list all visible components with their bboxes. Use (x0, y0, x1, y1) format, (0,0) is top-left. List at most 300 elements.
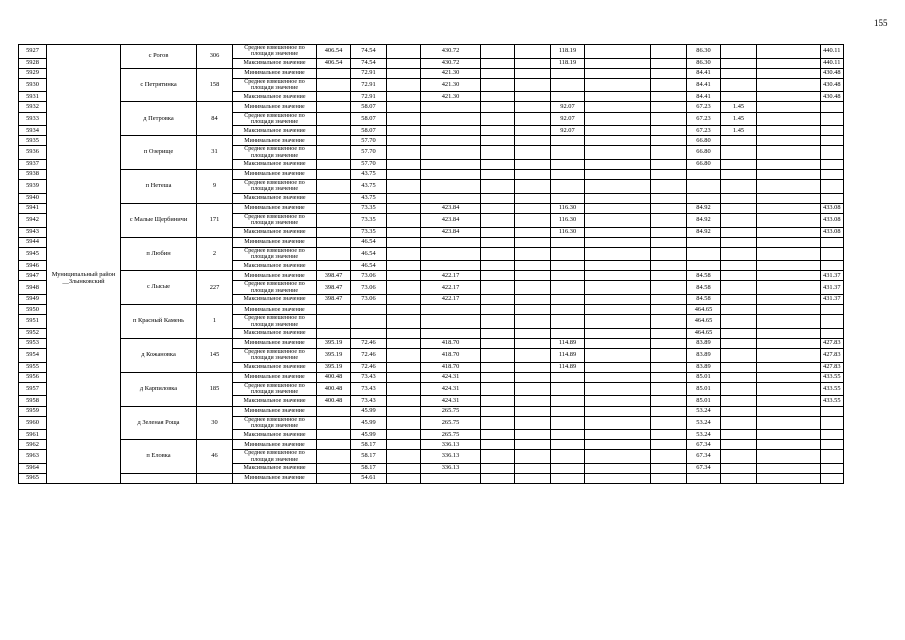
value-type: Минимальное значение (233, 474, 317, 484)
value-cell (651, 315, 687, 329)
value-cell (551, 281, 585, 295)
row-id: 5930 (19, 78, 47, 92)
value-cell (757, 136, 821, 146)
value-cell (551, 237, 585, 247)
value-cell (585, 430, 651, 440)
value-cell (421, 159, 481, 169)
value-cell (481, 58, 515, 68)
value-cell (757, 281, 821, 295)
value-cell (757, 237, 821, 247)
value-cell (585, 328, 651, 338)
value-cell (757, 159, 821, 169)
value-cell (317, 180, 351, 194)
value-cell (387, 170, 421, 180)
value-cell: 73.43 (351, 382, 387, 396)
value-cell: 58.07 (351, 126, 387, 136)
value-cell (651, 281, 687, 295)
value-cell (317, 328, 351, 338)
table-row (19, 338, 844, 348)
value-type: Минимальное значение (233, 338, 317, 348)
village-name: п Озерище (121, 136, 197, 170)
value-cell (481, 440, 515, 450)
value-cell (317, 406, 351, 416)
value-cell: 430.72 (421, 58, 481, 68)
row-id: 5953 (19, 338, 47, 348)
value-cell (515, 126, 551, 136)
value-cell (317, 170, 351, 180)
value-cell: 440.11 (821, 58, 844, 68)
row-id: 5935 (19, 136, 47, 146)
value-type: Максимальное значение (233, 227, 317, 237)
value-type: Минимальное значение (233, 372, 317, 382)
value-cell: 67.34 (687, 440, 721, 450)
value-cell: 424.31 (421, 372, 481, 382)
value-cell (421, 170, 481, 180)
value-cell (757, 440, 821, 450)
value-type: Среднее взвешенное по площади значение (233, 349, 317, 363)
value-type: Минимальное значение (233, 102, 317, 112)
value-cell (585, 382, 651, 396)
value-cell (515, 78, 551, 92)
value-cell: 74.54 (351, 45, 387, 59)
value-cell (481, 295, 515, 305)
value-cell: 46.54 (351, 237, 387, 247)
value-type: Максимальное значение (233, 362, 317, 372)
value-cell (757, 213, 821, 227)
village-name: с Малые Щербиничи (121, 203, 197, 237)
value-cell (721, 474, 757, 484)
value-cell (721, 203, 757, 213)
value-type: Среднее взвешенное по площади значение (233, 382, 317, 396)
value-cell (757, 416, 821, 430)
value-cell (721, 338, 757, 348)
row-id: 5961 (19, 430, 47, 440)
value-cell: 84.41 (687, 78, 721, 92)
value-cell (421, 112, 481, 126)
value-cell (721, 146, 757, 160)
value-cell: 83.89 (687, 362, 721, 372)
value-cell (481, 305, 515, 315)
value-cell (585, 58, 651, 68)
value-cell (515, 295, 551, 305)
value-cell (651, 430, 687, 440)
value-cell: 67.23 (687, 112, 721, 126)
value-cell (687, 193, 721, 203)
row-id: 5956 (19, 372, 47, 382)
value-cell: 43.75 (351, 193, 387, 203)
value-cell: 336.13 (421, 440, 481, 450)
value-type: Максимальное значение (233, 159, 317, 169)
village-name (121, 474, 197, 484)
value-cell (317, 237, 351, 247)
value-cell: 85.01 (687, 396, 721, 406)
row-id: 5946 (19, 261, 47, 271)
value-cell (481, 382, 515, 396)
value-cell (551, 159, 585, 169)
value-cell (515, 338, 551, 348)
value-cell (515, 305, 551, 315)
value-cell (515, 450, 551, 464)
value-cell (585, 213, 651, 227)
value-cell (317, 227, 351, 237)
value-type: Максимальное значение (233, 126, 317, 136)
value-cell (387, 136, 421, 146)
value-cell: 114.89 (551, 362, 585, 372)
value-type: Среднее взвешенное по площади значение (233, 247, 317, 261)
value-cell (821, 450, 844, 464)
value-cell (757, 396, 821, 406)
value-cell (317, 450, 351, 464)
value-cell: 57.70 (351, 136, 387, 146)
value-cell: 84.92 (687, 213, 721, 227)
table-row (19, 203, 844, 213)
value-cell: 84.58 (687, 281, 721, 295)
value-cell (651, 247, 687, 261)
value-cell: 421.30 (421, 68, 481, 78)
value-type: Максимальное значение (233, 396, 317, 406)
value-cell: 433.55 (821, 396, 844, 406)
table-row (19, 102, 844, 112)
value-cell: 336.13 (421, 450, 481, 464)
value-cell (757, 203, 821, 213)
value-cell: 395.19 (317, 362, 351, 372)
value-type: Среднее взвешенное по площади значение (233, 45, 317, 59)
value-cell: 43.75 (351, 180, 387, 194)
value-cell (481, 247, 515, 261)
village-name: п Красный Камень (121, 305, 197, 339)
value-cell: 66.80 (687, 136, 721, 146)
value-cell (757, 315, 821, 329)
value-cell: 422.17 (421, 271, 481, 281)
value-cell: 73.35 (351, 203, 387, 213)
value-cell (585, 193, 651, 203)
value-cell: 84.41 (687, 92, 721, 102)
value-cell (551, 430, 585, 440)
village-name: д Кожановка (121, 338, 197, 372)
value-cell (821, 126, 844, 136)
value-cell (421, 328, 481, 338)
value-cell (821, 170, 844, 180)
value-cell (387, 146, 421, 160)
value-cell (651, 396, 687, 406)
value-cell: 53.24 (687, 406, 721, 416)
value-cell: 400.48 (317, 396, 351, 406)
value-cell (721, 328, 757, 338)
value-cell: 431.37 (821, 295, 844, 305)
value-cell (585, 112, 651, 126)
value-cell (721, 305, 757, 315)
value-cell (585, 362, 651, 372)
value-cell (651, 295, 687, 305)
value-type: Среднее взвешенное по площади значение (233, 416, 317, 430)
value-cell: 45.99 (351, 430, 387, 440)
value-cell (585, 68, 651, 78)
value-cell (515, 440, 551, 450)
value-cell: 431.37 (821, 281, 844, 295)
row-id: 5944 (19, 237, 47, 247)
value-cell: 118.19 (551, 58, 585, 68)
value-cell (317, 203, 351, 213)
value-cell (721, 362, 757, 372)
value-cell (821, 261, 844, 271)
value-cell (651, 193, 687, 203)
row-id: 5948 (19, 281, 47, 295)
value-cell: 433.08 (821, 213, 844, 227)
village-count: 158 (197, 68, 233, 102)
value-cell (551, 170, 585, 180)
value-cell: 1.45 (721, 112, 757, 126)
row-id: 5945 (19, 247, 47, 261)
row-id: 5942 (19, 213, 47, 227)
value-cell (317, 68, 351, 78)
village-count (197, 474, 233, 484)
value-cell (721, 430, 757, 440)
value-cell (821, 406, 844, 416)
value-cell (481, 338, 515, 348)
value-cell (551, 193, 585, 203)
value-cell (585, 450, 651, 464)
value-cell: 430.48 (821, 68, 844, 78)
row-id: 5957 (19, 382, 47, 396)
value-cell: 265.75 (421, 406, 481, 416)
value-cell (687, 474, 721, 484)
value-cell (585, 237, 651, 247)
value-cell (821, 440, 844, 450)
value-cell (757, 170, 821, 180)
value-cell (757, 271, 821, 281)
value-cell (387, 440, 421, 450)
value-cell (387, 159, 421, 169)
value-cell (585, 170, 651, 180)
value-cell (585, 305, 651, 315)
row-id: 5951 (19, 315, 47, 329)
value-cell: 92.07 (551, 126, 585, 136)
value-cell: 45.99 (351, 406, 387, 416)
value-cell (687, 170, 721, 180)
value-cell (551, 382, 585, 396)
value-cell (515, 349, 551, 363)
value-cell (551, 92, 585, 102)
value-cell (515, 315, 551, 329)
value-cell (515, 180, 551, 194)
value-cell (551, 295, 585, 305)
value-cell (317, 474, 351, 484)
value-cell (757, 463, 821, 473)
value-cell (721, 58, 757, 68)
value-cell (551, 474, 585, 484)
row-id: 5963 (19, 450, 47, 464)
value-cell (387, 112, 421, 126)
value-cell (481, 237, 515, 247)
value-cell (387, 237, 421, 247)
value-cell (317, 146, 351, 160)
table-row (19, 68, 844, 78)
value-cell (651, 45, 687, 59)
row-id: 5943 (19, 227, 47, 237)
value-cell (481, 463, 515, 473)
value-cell (515, 372, 551, 382)
value-cell (585, 180, 651, 194)
value-cell (721, 416, 757, 430)
value-cell: 422.17 (421, 281, 481, 295)
value-cell (481, 45, 515, 59)
village-name: д Петровка (121, 102, 197, 136)
value-cell (481, 227, 515, 237)
row-id: 5932 (19, 102, 47, 112)
value-type: Максимальное значение (233, 261, 317, 271)
value-cell (721, 261, 757, 271)
value-cell (651, 102, 687, 112)
value-cell (481, 68, 515, 78)
value-cell (515, 430, 551, 440)
value-cell (721, 463, 757, 473)
value-cell (387, 450, 421, 464)
value-cell (317, 102, 351, 112)
value-cell (387, 261, 421, 271)
village-name: с Лысые (121, 271, 197, 305)
value-cell (515, 193, 551, 203)
value-cell (387, 305, 421, 315)
value-cell (585, 247, 651, 261)
value-cell (481, 328, 515, 338)
row-id: 5959 (19, 406, 47, 416)
value-type: Среднее взвешенное по площади значение (233, 180, 317, 194)
row-id: 5937 (19, 159, 47, 169)
value-cell (551, 440, 585, 450)
village-count: 31 (197, 136, 233, 170)
value-cell (651, 170, 687, 180)
row-id: 5952 (19, 328, 47, 338)
value-cell (515, 159, 551, 169)
value-cell: 53.24 (687, 416, 721, 430)
value-cell (351, 315, 387, 329)
village-count: 306 (197, 45, 233, 69)
value-type: Минимальное значение (233, 305, 317, 315)
value-cell: 67.23 (687, 102, 721, 112)
row-id: 5960 (19, 416, 47, 430)
value-cell (721, 372, 757, 382)
village-count: 1 (197, 305, 233, 339)
value-cell: 418.70 (421, 349, 481, 363)
value-cell (481, 372, 515, 382)
value-cell: 54.61 (351, 474, 387, 484)
value-cell (551, 146, 585, 160)
value-cell: 72.46 (351, 338, 387, 348)
table-row (19, 474, 844, 484)
row-id: 5950 (19, 305, 47, 315)
value-cell (515, 474, 551, 484)
row-id: 5941 (19, 203, 47, 213)
value-cell (551, 247, 585, 261)
value-cell: 46.54 (351, 261, 387, 271)
value-cell (757, 430, 821, 440)
value-cell (387, 474, 421, 484)
value-cell (757, 146, 821, 160)
value-cell (821, 305, 844, 315)
value-cell (421, 315, 481, 329)
value-cell: 114.89 (551, 349, 585, 363)
value-type: Среднее взвешенное по площади значение (233, 213, 317, 227)
value-cell (387, 338, 421, 348)
value-cell: 424.31 (421, 396, 481, 406)
value-cell (515, 463, 551, 473)
value-type: Минимальное значение (233, 170, 317, 180)
value-cell: 464.65 (687, 315, 721, 329)
row-id: 5962 (19, 440, 47, 450)
value-cell (551, 396, 585, 406)
value-cell: 58.17 (351, 450, 387, 464)
value-cell: 72.46 (351, 349, 387, 363)
value-cell (757, 328, 821, 338)
value-cell (387, 68, 421, 78)
value-cell: 398.47 (317, 281, 351, 295)
value-type: Максимальное значение (233, 463, 317, 473)
value-cell: 45.99 (351, 416, 387, 430)
value-cell (317, 136, 351, 146)
value-cell (721, 382, 757, 396)
value-cell (651, 136, 687, 146)
table-row (19, 440, 844, 450)
page-number: 155 (874, 18, 888, 28)
value-cell (515, 396, 551, 406)
value-cell (651, 416, 687, 430)
value-cell (757, 372, 821, 382)
value-type: Среднее взвешенное по площади значение (233, 315, 317, 329)
value-cell (585, 474, 651, 484)
value-cell (481, 396, 515, 406)
value-cell (387, 382, 421, 396)
village-name: п Любин (121, 237, 197, 271)
row-id: 5928 (19, 58, 47, 68)
value-cell (757, 112, 821, 126)
value-cell (651, 180, 687, 194)
row-id: 5940 (19, 193, 47, 203)
value-cell (515, 261, 551, 271)
value-cell (687, 247, 721, 261)
row-id: 5955 (19, 362, 47, 372)
value-cell: 57.70 (351, 146, 387, 160)
value-cell (515, 213, 551, 227)
table-row (19, 372, 844, 382)
value-cell (585, 463, 651, 473)
row-id: 5949 (19, 295, 47, 305)
row-id: 5934 (19, 126, 47, 136)
value-cell (757, 362, 821, 372)
village-name: п Нетеша (121, 170, 197, 204)
value-cell (515, 45, 551, 59)
value-cell (551, 463, 585, 473)
value-cell (515, 203, 551, 213)
value-cell (421, 180, 481, 194)
value-cell (585, 396, 651, 406)
value-type: Среднее взвешенное по площади значение (233, 450, 317, 464)
value-cell (585, 315, 651, 329)
value-cell (651, 203, 687, 213)
value-cell (651, 146, 687, 160)
value-cell (421, 261, 481, 271)
value-type: Минимальное значение (233, 136, 317, 146)
value-cell: 67.23 (687, 126, 721, 136)
value-cell: 83.89 (687, 349, 721, 363)
value-cell: 430.72 (421, 45, 481, 59)
row-id: 5939 (19, 180, 47, 194)
value-cell (387, 463, 421, 473)
value-cell: 433.08 (821, 227, 844, 237)
value-cell (551, 78, 585, 92)
value-cell (651, 126, 687, 136)
value-cell: 74.54 (351, 58, 387, 68)
village-count: 171 (197, 203, 233, 237)
